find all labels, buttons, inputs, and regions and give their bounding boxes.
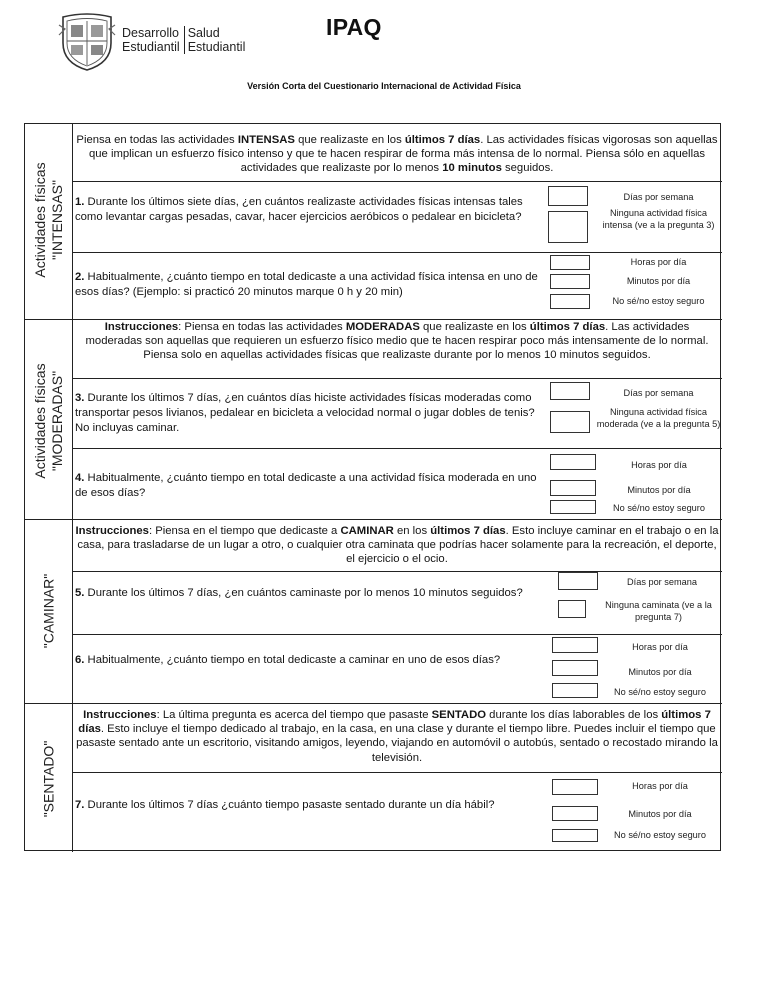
q6-minutes-input[interactable] (552, 660, 598, 676)
q4-hours-input[interactable] (550, 454, 596, 470)
category-label-intensas-line1: Actividades físicas (32, 162, 48, 278)
question-number: 7. (75, 799, 85, 811)
instr-emphasis: últimos 7 días (78, 709, 711, 736)
question-1 (75, 195, 540, 225)
instructions-moderadas (75, 320, 719, 363)
instr-text: . Las actividades físicas vigorosas son aquellas que implican un esfuerzo físico intenso y que te hacen respirar de forma más intensa de lo normal. Piensa sólo en aquellas actividades que realizaste por lo menos (88, 134, 718, 175)
question-6 (75, 653, 540, 668)
section-divider-sentado (25, 703, 722, 704)
brand-logo-text (122, 26, 245, 54)
instr-emphasis: INTENSAS (237, 134, 295, 146)
q7-unknown-checkbox[interactable] (552, 829, 598, 842)
instr-text: que realizaste en los (294, 134, 405, 146)
instr-text: Piensa en todas las actividades (76, 134, 238, 146)
category-label-moderadas-line1: Actividades físicas (32, 363, 48, 479)
q7-minutes-label: Minutos por día (628, 809, 692, 819)
q1-none-checkbox[interactable] (548, 211, 588, 243)
page-title: IPAQ (326, 14, 382, 40)
category-label-sentado-text: "SENTADO" (40, 740, 57, 818)
instr-emphasis: Instrucciones (104, 321, 179, 333)
section-divider-caminar (25, 519, 722, 520)
instr-emphasis: CAMINAR (340, 525, 394, 537)
question-number: 4. (75, 472, 85, 484)
question-5 (75, 586, 540, 601)
question-text: Durante los últimos siete días, ¿en cuántos realizaste actividades físicas intensas tales como levantar cargas pesadas, cavar, hacer ejercicios aeróbicos o pedalear en bicicleta? (75, 196, 523, 223)
q5-days-input[interactable] (558, 572, 598, 590)
university-crest-icon (57, 13, 117, 71)
question-number: 5. (75, 587, 85, 599)
q2-unknown-label: No sé/no estoy seguro (612, 296, 705, 306)
instr-emphasis: últimos 7 días (529, 321, 606, 333)
q6-minutes-label: Minutos por día (628, 667, 692, 677)
q2-hours-input[interactable] (550, 255, 590, 270)
row-divider (72, 772, 722, 773)
question-text: Durante los últimos 7 días ¿cuánto tiempo pasaste sentado durante un día hábil? (84, 799, 495, 811)
q5-none-label: Ninguna caminata (ve a la pregunta 7) (605, 600, 712, 622)
q2-unknown-checkbox[interactable] (550, 294, 590, 309)
question-text: Habitualmente, ¿cuánto tiempo en total dedicaste a una actividad física intensa en uno de esos días? (Ejemplo: si practicó 20 minutos marque 0 h y 20 min) (75, 271, 538, 298)
category-label-moderadas-line2: "MODERADAS" (49, 370, 65, 472)
question-number: 3. (75, 392, 85, 404)
question-number: 1. (75, 196, 85, 208)
q7-hours-input[interactable] (552, 779, 598, 795)
instr-emphasis: 10 minutos (442, 162, 502, 175)
brand-col1-line1: Desarrollo (122, 26, 179, 40)
instr-emphasis: Instrucciones (83, 709, 157, 721)
q4-unknown-checkbox[interactable] (550, 500, 596, 514)
instr-text: seguidos. (501, 162, 554, 175)
instr-emphasis: SENTADO (431, 709, 487, 721)
question-number: 6. (75, 654, 85, 666)
q6-hours-label: Horas por día (632, 642, 688, 652)
q2-hours-label: Horas por día (630, 257, 687, 267)
instr-text: . Esto incluye caminar en el trabajo o en la casa, para trasladarse de un lugar a otro, o cualquier otra caminata que podrías hacer solamente para la recreación, el deporte, el ejercicio o el ocio. (77, 525, 719, 566)
instructions-intensas (75, 133, 719, 176)
row-divider (72, 181, 722, 182)
question-3 (75, 391, 540, 436)
instr-emphasis: últimos 7 días (404, 134, 481, 146)
q7-hours-label: Horas por día (632, 781, 688, 791)
q4-minutes-input[interactable] (550, 480, 596, 496)
category-label-intensas-line2: "INTENSAS" (49, 180, 65, 260)
q3-days-label: Días por semana (623, 388, 694, 398)
row-divider (72, 571, 722, 572)
q6-unknown-checkbox[interactable] (552, 683, 598, 698)
q6-hours-input[interactable] (552, 637, 598, 653)
row-divider (72, 378, 722, 379)
q3-days-input[interactable] (550, 382, 590, 400)
question-text: Habitualmente, ¿cuánto tiempo en total dedicaste a caminar en uno de esos días? (84, 654, 501, 666)
category-label-caminar-text: "CAMINAR" (40, 573, 57, 649)
q3-none-checkbox[interactable] (550, 411, 590, 433)
row-divider (72, 252, 722, 253)
category-column-divider (72, 124, 73, 852)
question-number: 2. (75, 271, 85, 283)
question-text: Durante los últimos 7 días, ¿en cuántos caminaste por lo menos 10 minutos seguidos? (84, 587, 523, 599)
question-text: Durante los últimos 7 días, ¿en cuántos días hiciste actividades físicas moderadas como transportar pesos livianos, pedalear en bicicleta a velocidad normal o jugar dobles de tenis? No incluyas caminar. (75, 392, 535, 434)
brand-col2-line1: Salud (187, 26, 220, 40)
brand-col2-line2: Estudiantil (187, 40, 246, 54)
q5-none-checkbox[interactable] (558, 600, 586, 618)
instr-emphasis: Instrucciones (75, 525, 149, 537)
row-divider (72, 634, 722, 635)
instructions-sentado (75, 708, 719, 765)
q3-none-label: Ninguna actividad física moderada (ve a la pregunta 5) (596, 407, 721, 429)
row-divider (72, 448, 722, 449)
instructions-caminar (75, 524, 719, 567)
instr-text: : Piensa en el tiempo que dedicaste a (148, 525, 341, 537)
q1-none-label: Ninguna actividad física intensa (ve a la pregunta 3) (602, 208, 715, 230)
instr-text: . Esto incluye el tiempo dedicado al trabajo, en la casa, en una clase y durante el tiempo libre. Puedes incluir el tiempo que pasaste sentado ante un escritorio, visitando amigos, leyendo, viajando en automóvil o autobús, sentado o recostado mirando la televisión. (76, 723, 718, 764)
page-subtitle: Versión Corta del Cuestionario Internacional de Actividad Física (247, 81, 521, 91)
question-2 (75, 270, 540, 300)
q4-unknown-label: No sé/no estoy seguro (613, 503, 705, 513)
q2-minutes-label: Minutos por día (626, 276, 691, 286)
question-text: Habitualmente, ¿cuánto tiempo en total dedicaste a una actividad física moderada en uno de esos días? (75, 472, 537, 499)
instr-emphasis: últimos 7 días (430, 525, 506, 537)
q4-hours-label: Horas por día (631, 460, 687, 470)
q2-minutes-input[interactable] (550, 274, 590, 289)
q6-unknown-label: No sé/no estoy seguro (614, 687, 706, 697)
instr-text: : Piensa en todas las actividades (178, 321, 346, 333)
instr-text: . Las actividades moderadas son aquellas que requieren un esfuerzo físico medio que te hacen respirar poco más intensamente de lo normal. Piensa solo en aquellas actividades físicas que realizaste durante por lo menos 10 minutos seguidos. (85, 321, 709, 362)
instr-emphasis: MODERADAS (345, 321, 420, 333)
q1-days-input[interactable] (548, 186, 588, 206)
q4-minutes-label: Minutos por día (627, 485, 691, 495)
brand-col1-line2: Estudiantil (122, 40, 180, 54)
q7-unknown-label: No sé/no estoy seguro (614, 830, 706, 840)
instr-text: durante los días laborables de los (486, 709, 662, 721)
question-7 (75, 798, 540, 813)
q7-minutes-input[interactable] (552, 806, 598, 821)
q5-days-label: Días por semana (627, 577, 697, 587)
instr-text: : La última pregunta es acerca del tiempo que pasaste (156, 709, 432, 721)
q1-days-label: Días por semana (623, 192, 694, 202)
instr-text: que realizaste en los (419, 321, 530, 333)
question-4 (75, 471, 540, 501)
instr-text: en los (393, 525, 431, 537)
